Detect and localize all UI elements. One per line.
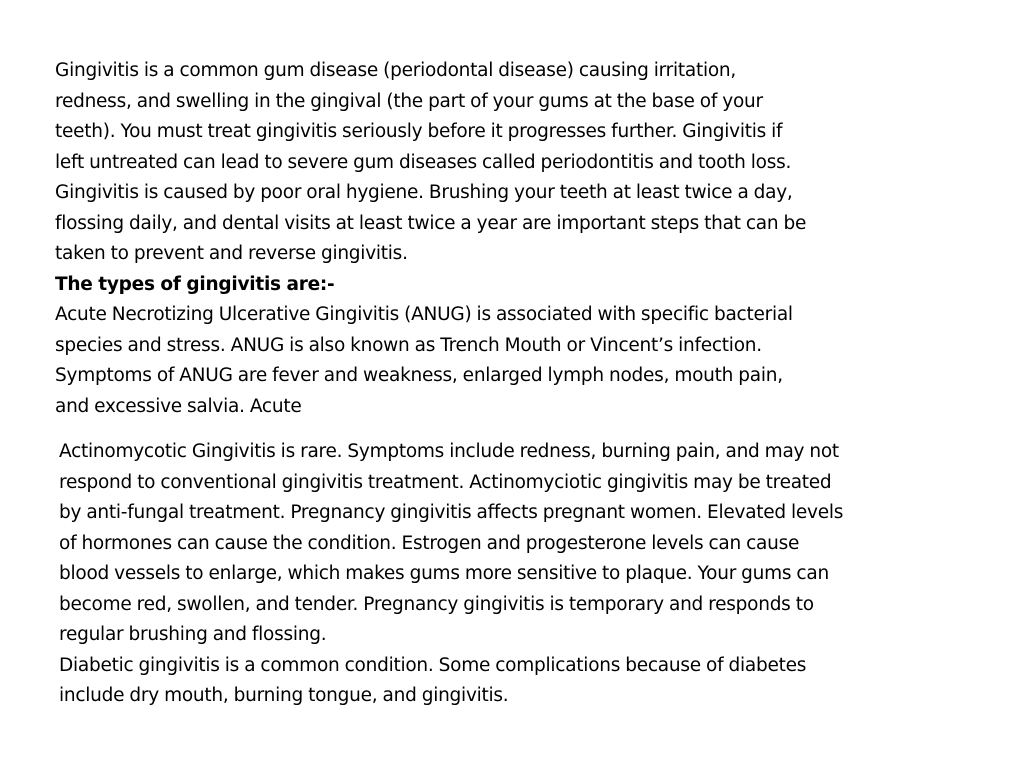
paragraph-line: Symptoms of ANUG are fever and weakness, enlarged lymph nodes, mouth pain,	[55, 365, 783, 386]
paragraph-line: species and stress. ANUG is also known as Trench Mouth or Vincent’s infection.	[55, 334, 762, 356]
paragraph-line: redness, and swelling in the gingival (the part of your gums at the base of your	[55, 90, 763, 112]
types-text-block	[59, 437, 843, 712]
paragraph-line: by anti-fungal treatment. Pregnancy gingivitis affects pregnant women. Elevated levels	[59, 502, 844, 523]
paragraph-line: flossing daily, and dental visits at least twice a year are important steps that can be	[55, 212, 807, 234]
paragraph-line: left untreated can lead to severe gum diseases called periodontitis and tooth loss.	[55, 151, 792, 173]
paragraph-line: Actinomycotic Gingivitis is rare. Symptoms include redness, burning pain, and may not	[59, 441, 839, 462]
paragraph-line: regular brushing and flossing.	[59, 624, 327, 645]
paragraph-line: and excessive salvia. Acute	[55, 395, 302, 417]
paragraph-line: include dry mouth, burning tongue, and gingivitis.	[59, 685, 509, 706]
paragraph-line: become red, swollen, and tender. Pregnancy gingivitis is temporary and responds to	[59, 593, 814, 615]
paragraph-line: respond to conventional gingivitis treatment. Actinomyciotic gingivitis may be treated	[59, 471, 832, 493]
intro-text-block	[55, 56, 806, 422]
paragraph-line: teeth). You must treat gingivitis seriously before it progresses further. Gingivitis if	[55, 121, 783, 142]
paragraph-line: Acute Necrotizing Ulcerative Gingivitis (ANUG) is associated with specific bacterial	[55, 304, 793, 325]
paragraph-line: Gingivitis is a common gum disease (periodontal disease) causing irritation,	[55, 60, 737, 81]
paragraph-line: of hormones can cause the condition. Estrogen and progesterone levels can cause	[59, 532, 800, 554]
paragraph-line: taken to prevent and reverse gingivitis.	[55, 243, 408, 264]
types-heading: The types of gingivitis are:-	[55, 273, 335, 295]
paragraph-line: blood vessels to enlarge, which makes gums more sensitive to plaque. Your gums can	[59, 563, 829, 584]
paragraph-line: Diabetic gingivitis is a common condition. Some complications because of diabetes	[59, 654, 807, 676]
paragraph-line: Gingivitis is caused by poor oral hygiene. Brushing your teeth at least twice a day,	[55, 182, 793, 203]
